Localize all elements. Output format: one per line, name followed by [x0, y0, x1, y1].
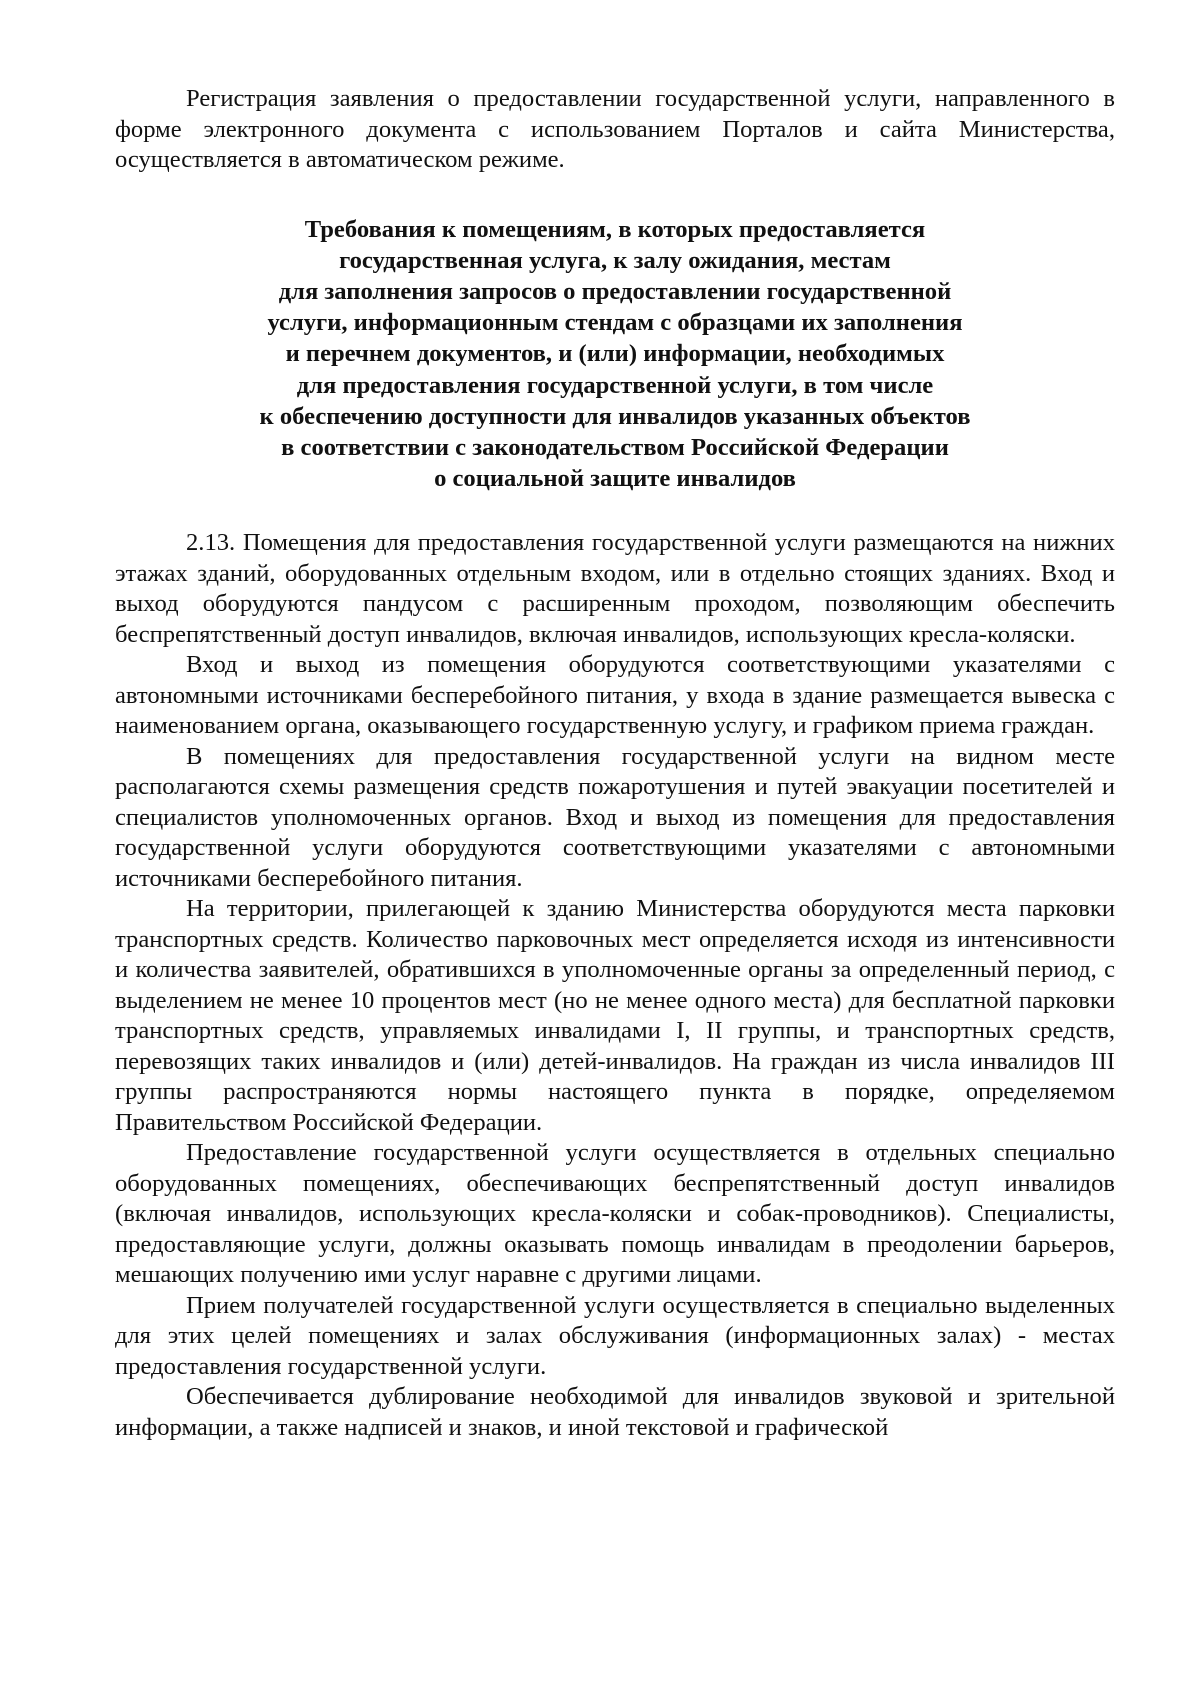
paragraph-entrance-signage: Вход и выход из помещения оборудуются соответствующими указателями с автономными источниками бесперебойного питания, у входа в здание размещается вывеска с наименованием органа, оказывающего государственную услугу, и графиком приема граждан.: [115, 651, 1115, 740]
heading-line: в соответствии с законодательством Российской Федерации: [281, 433, 949, 461]
section-heading: [115, 214, 1115, 495]
heading-line: и перечнем документов, и (или) информации, необходимых: [285, 340, 945, 368]
heading-line: о социальной защите инвалидов: [434, 465, 796, 493]
heading-line: для предоставления государственной услуги, в том числе: [296, 371, 934, 399]
paragraph-duplication: Обеспечивается дублирование необходимой для инвалидов звуковой и зрительной информации, а также надписей и знаков, и иной текстовой и графической: [115, 1383, 1115, 1441]
intro-paragraph: Регистрация заявления о предоставлении государственной услуги, направленного в форме электронного документа с использованием Порталов и сайта Министерства, осуществляется в автоматическом режиме.: [115, 85, 1115, 173]
paragraph-2-13: 2.13. Помещения для предоставления государственной услуги размещаются на нижних этажах зданий, оборудованных отдельным входом, или в отдельно стоящих зданиях. Вход и выход оборудуются пандусом с расширенным проходом, позволяющим обеспечить беспрепятственный доступ инвалидов, включая инвалидов, использующих кресла-коляски.: [115, 529, 1115, 648]
heading-line: Требования к помещениям, в которых предоставляется: [304, 215, 926, 243]
heading-line: для заполнения запросов о предоставлении государственной: [278, 277, 952, 305]
heading-line: услуги, информационным стендам с образцами их заполнения: [267, 309, 963, 337]
paragraph-parking: На территории, прилегающей к зданию Министерства оборудуются места парковки транспортных средств. Количество парковочных мест определяется исходя из интенсивности и количества заявителей, обратившихся в уполномоченные органы за определенный период, с выделением не менее 10 процентов мест (но не менее одного места) для бесплатной парковки транспортных средств, управляемых инвалидами I, II группы, и транспортных средств, перевозящих таких инвалидов и (или) детей-инвалидов. На граждан из числа инвалидов III группы распространяются нормы настоящего пункта в порядке, определяемом Правительством Российской Федерации.: [115, 895, 1115, 1136]
heading-line: государственная услуга, к залу ожидания, местам: [339, 246, 891, 274]
paragraph-evacuation-schemes: В помещениях для предоставления государственной услуги на видном месте располагаются схемы размещения средств пожаротушения и путей эвакуации посетителей и специалистов уполномоченных органов. Вход и выход из помещения для предоставления государственной услуги оборудуются соответствующими указателями с автономными источниками бесперебойного питания.: [115, 742, 1115, 892]
paragraph-reception: Прием получателей государственной услуги осуществляется в специально выделенных для этих целей помещениях и залах обслуживания (информационных залах) - местах предоставления государственной услуги.: [115, 1291, 1115, 1380]
heading-line: к обеспечению доступности для инвалидов указанных объектов: [259, 402, 971, 430]
document-page: [115, 84, 1115, 1443]
paragraph-accessible-premises: Предоставление государственной услуги осуществляется в отдельных специально оборудованных помещениях, обеспечивающих беспрепятственный доступ инвалидов (включая инвалидов, использующих кресла-коляски и собак-проводников). Специалисты, предоставляющие услуги, должны оказывать помощь инвалидам в преодолении барьеров, мешающих получению ими услуг наравне с другими лицами.: [115, 1139, 1115, 1289]
